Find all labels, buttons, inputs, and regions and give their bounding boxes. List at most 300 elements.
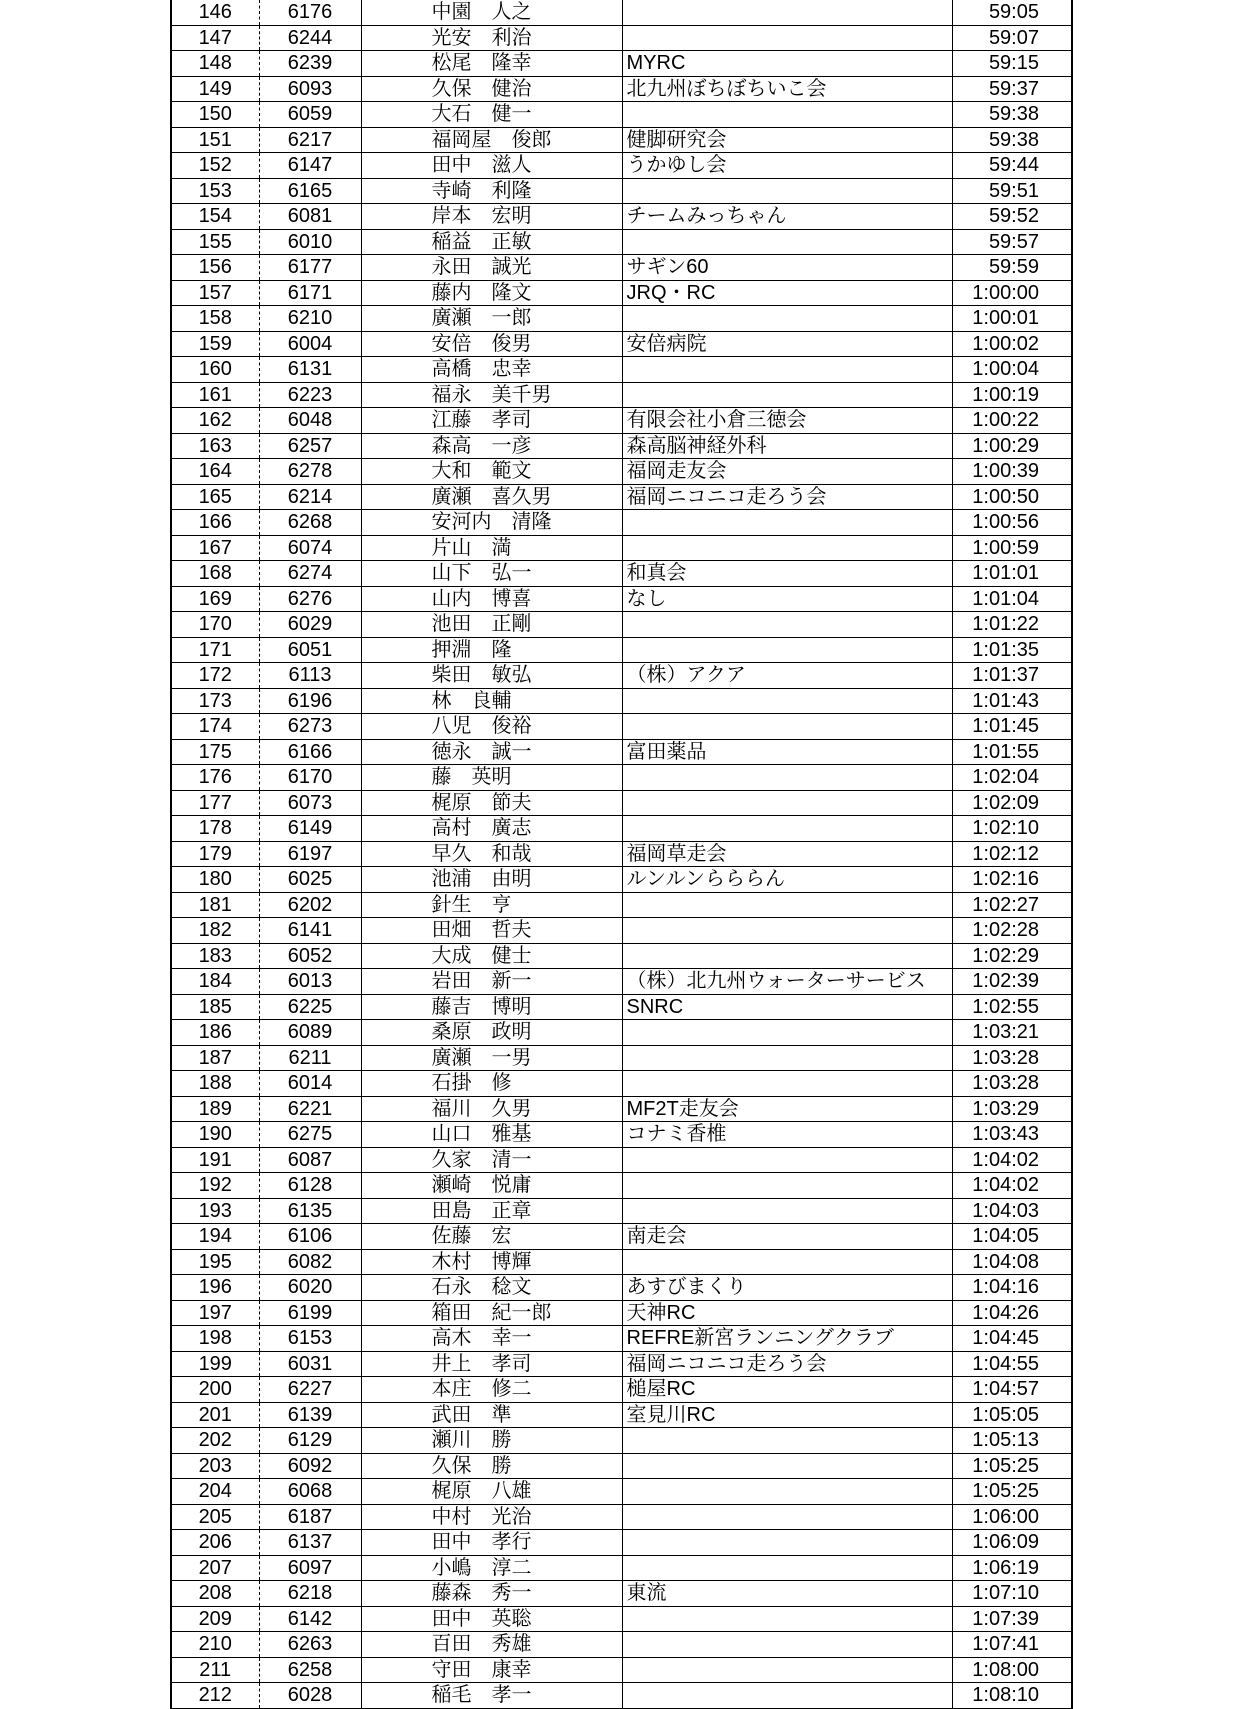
rank-cell: 166 (172, 510, 259, 536)
bib-cell: 6097 (259, 1555, 361, 1581)
finish-time-cell: 1:04:05 (952, 1224, 1071, 1250)
team-cell: サギン60 (622, 255, 952, 281)
table-row (172, 561, 1071, 587)
team-cell (622, 382, 952, 408)
rank-cell: 169 (172, 586, 259, 612)
runner-name-cell: 木村 博輝 (361, 1249, 622, 1275)
table-row (172, 408, 1071, 434)
table-row (172, 1632, 1071, 1658)
team-cell: MF2T走友会 (622, 1096, 952, 1122)
team-cell (622, 1173, 952, 1199)
finish-time-cell: 1:02:55 (952, 994, 1071, 1020)
runner-name-cell: 安倍 俊男 (361, 331, 622, 357)
finish-time-cell: 1:02:09 (952, 790, 1071, 816)
finish-time-cell: 1:01:04 (952, 586, 1071, 612)
rank-cell: 161 (172, 382, 259, 408)
rank-cell: 209 (172, 1606, 259, 1632)
finish-time-cell: 1:00:56 (952, 510, 1071, 536)
finish-time-cell: 1:01:22 (952, 612, 1071, 638)
runner-name-cell: 百田 秀雄 (361, 1632, 622, 1658)
rank-cell: 186 (172, 1020, 259, 1046)
bib-cell: 6051 (259, 637, 361, 663)
runner-name-cell: 石永 稔文 (361, 1275, 622, 1301)
runner-name-cell: 福永 美千男 (361, 382, 622, 408)
rank-cell: 204 (172, 1479, 259, 1505)
table-row (172, 0, 1071, 25)
bib-cell: 6031 (259, 1351, 361, 1377)
runner-name-cell: 田中 滋人 (361, 153, 622, 179)
team-cell: 室見川RC (622, 1402, 952, 1428)
bib-cell: 6029 (259, 612, 361, 638)
finish-time-cell: 1:04:16 (952, 1275, 1071, 1301)
rank-cell: 195 (172, 1249, 259, 1275)
bib-cell: 6013 (259, 969, 361, 995)
runner-name-cell: 池浦 由明 (361, 867, 622, 893)
table-row (172, 459, 1071, 485)
finish-time-cell: 1:04:26 (952, 1300, 1071, 1326)
team-cell (622, 892, 952, 918)
rank-cell: 179 (172, 841, 259, 867)
team-cell: あすびまくり (622, 1275, 952, 1301)
team-cell (622, 357, 952, 383)
runner-name-cell: 藤吉 博明 (361, 994, 622, 1020)
rank-cell: 154 (172, 204, 259, 230)
team-cell: JRQ・RC (622, 280, 952, 306)
results-table (172, 0, 1071, 1709)
bib-cell: 6129 (259, 1428, 361, 1454)
table-row (172, 510, 1071, 536)
runner-name-cell: 徳永 誠一 (361, 739, 622, 765)
finish-time-cell: 1:07:41 (952, 1632, 1071, 1658)
finish-time-cell: 1:05:05 (952, 1402, 1071, 1428)
finish-time-cell: 1:07:39 (952, 1606, 1071, 1632)
table-row (172, 1071, 1071, 1097)
table-row (172, 382, 1071, 408)
bib-cell: 6217 (259, 127, 361, 153)
team-cell: 東流 (622, 1581, 952, 1607)
table-row (172, 1173, 1071, 1199)
table-row (172, 918, 1071, 944)
runner-name-cell: 八児 俊裕 (361, 714, 622, 740)
team-cell (622, 178, 952, 204)
runner-name-cell: 藤森 秀一 (361, 1581, 622, 1607)
rank-cell: 189 (172, 1096, 259, 1122)
finish-time-cell: 1:02:28 (952, 918, 1071, 944)
rank-cell: 185 (172, 994, 259, 1020)
table-row (172, 943, 1071, 969)
bib-cell: 6025 (259, 867, 361, 893)
table-row (172, 1555, 1071, 1581)
bib-cell: 6268 (259, 510, 361, 536)
bib-cell: 6004 (259, 331, 361, 357)
team-cell (622, 943, 952, 969)
rank-cell: 202 (172, 1428, 259, 1454)
bib-cell: 6211 (259, 1045, 361, 1071)
team-cell (622, 1453, 952, 1479)
runner-name-cell: 森高 一彦 (361, 433, 622, 459)
bib-cell: 6128 (259, 1173, 361, 1199)
table-row (172, 586, 1071, 612)
rank-cell: 183 (172, 943, 259, 969)
table-row (172, 178, 1071, 204)
runner-name-cell: 岸本 宏明 (361, 204, 622, 230)
team-cell: MYRC (622, 51, 952, 77)
bib-cell: 6020 (259, 1275, 361, 1301)
table-row (172, 204, 1071, 230)
table-row (172, 484, 1071, 510)
bib-cell: 6257 (259, 433, 361, 459)
bib-cell: 6131 (259, 357, 361, 383)
rank-cell: 159 (172, 331, 259, 357)
rank-cell: 155 (172, 229, 259, 255)
team-cell (622, 1198, 952, 1224)
finish-time-cell: 1:00:50 (952, 484, 1071, 510)
table-row (172, 1453, 1071, 1479)
bib-cell: 6196 (259, 688, 361, 714)
finish-time-cell: 1:04:02 (952, 1173, 1071, 1199)
table-row (172, 1377, 1071, 1403)
table-row (172, 1275, 1071, 1301)
runner-name-cell: 山下 弘一 (361, 561, 622, 587)
bib-cell: 6093 (259, 76, 361, 102)
rank-cell: 211 (172, 1657, 259, 1683)
runner-name-cell: 柴田 敏弘 (361, 663, 622, 689)
bib-cell: 6149 (259, 816, 361, 842)
rank-cell: 193 (172, 1198, 259, 1224)
finish-time-cell: 1:02:04 (952, 765, 1071, 791)
rank-cell: 192 (172, 1173, 259, 1199)
bib-cell: 6014 (259, 1071, 361, 1097)
team-cell (622, 688, 952, 714)
table-row (172, 229, 1071, 255)
rank-cell: 151 (172, 127, 259, 153)
team-cell (622, 1147, 952, 1173)
finish-time-cell: 59:44 (952, 153, 1071, 179)
finish-time-cell: 1:00:01 (952, 306, 1071, 332)
bib-cell: 6258 (259, 1657, 361, 1683)
rank-cell: 191 (172, 1147, 259, 1173)
table-row (172, 1351, 1071, 1377)
rank-cell: 170 (172, 612, 259, 638)
rank-cell: 194 (172, 1224, 259, 1250)
results-sheet (170, 0, 1073, 1709)
table-row (172, 280, 1071, 306)
table-row (172, 867, 1071, 893)
bib-cell: 6052 (259, 943, 361, 969)
runner-name-cell: 松尾 隆幸 (361, 51, 622, 77)
bib-cell: 6139 (259, 1402, 361, 1428)
team-cell (622, 1555, 952, 1581)
table-row (172, 433, 1071, 459)
finish-time-cell: 1:01:55 (952, 739, 1071, 765)
runner-name-cell: 武田 準 (361, 1402, 622, 1428)
finish-time-cell: 1:00:02 (952, 331, 1071, 357)
runner-name-cell: 梶原 節夫 (361, 790, 622, 816)
table-row (172, 1657, 1071, 1683)
team-cell: なし (622, 586, 952, 612)
finish-time-cell: 59:05 (952, 0, 1071, 25)
bib-cell: 6223 (259, 382, 361, 408)
finish-time-cell: 1:00:00 (952, 280, 1071, 306)
rank-cell: 199 (172, 1351, 259, 1377)
team-cell (622, 790, 952, 816)
bib-cell: 6221 (259, 1096, 361, 1122)
finish-time-cell: 1:02:27 (952, 892, 1071, 918)
rank-cell: 176 (172, 765, 259, 791)
finish-time-cell: 1:02:12 (952, 841, 1071, 867)
bib-cell: 6135 (259, 1198, 361, 1224)
finish-time-cell: 1:04:08 (952, 1249, 1071, 1275)
table-row (172, 892, 1071, 918)
table-row (172, 969, 1071, 995)
table-row (172, 1122, 1071, 1148)
finish-time-cell: 1:02:39 (952, 969, 1071, 995)
rank-cell: 181 (172, 892, 259, 918)
bib-cell: 6010 (259, 229, 361, 255)
finish-time-cell: 59:15 (952, 51, 1071, 77)
bib-cell: 6081 (259, 204, 361, 230)
team-cell (622, 0, 952, 25)
team-cell (622, 1071, 952, 1097)
runner-name-cell: 廣瀬 一男 (361, 1045, 622, 1071)
team-cell: うかゆし会 (622, 153, 952, 179)
team-cell: SNRC (622, 994, 952, 1020)
rank-cell: 157 (172, 280, 259, 306)
runner-name-cell: 江藤 孝司 (361, 408, 622, 434)
bib-cell: 6074 (259, 535, 361, 561)
rank-cell: 148 (172, 51, 259, 77)
rank-cell: 196 (172, 1275, 259, 1301)
runner-name-cell: 廣瀬 一郎 (361, 306, 622, 332)
bib-cell: 6068 (259, 1479, 361, 1505)
finish-time-cell: 59:38 (952, 102, 1071, 128)
bib-cell: 6137 (259, 1530, 361, 1556)
bib-cell: 6274 (259, 561, 361, 587)
bib-cell: 6092 (259, 1453, 361, 1479)
table-row (172, 714, 1071, 740)
table-row (172, 76, 1071, 102)
table-row (172, 1147, 1071, 1173)
finish-time-cell: 59:07 (952, 25, 1071, 51)
rank-cell: 190 (172, 1122, 259, 1148)
finish-time-cell: 1:04:03 (952, 1198, 1071, 1224)
rank-cell: 162 (172, 408, 259, 434)
team-cell (622, 637, 952, 663)
runner-name-cell: 藤内 隆文 (361, 280, 622, 306)
finish-time-cell: 1:03:21 (952, 1020, 1071, 1046)
finish-time-cell: 1:08:00 (952, 1657, 1071, 1683)
finish-time-cell: 1:06:19 (952, 1555, 1071, 1581)
runner-name-cell: 稲毛 孝一 (361, 1683, 622, 1709)
team-cell (622, 1504, 952, 1530)
rank-cell: 146 (172, 0, 259, 25)
runner-name-cell: 瀬崎 悦庸 (361, 1173, 622, 1199)
team-cell (622, 1530, 952, 1556)
table-row (172, 255, 1071, 281)
bib-cell: 6225 (259, 994, 361, 1020)
runner-name-cell: 中園 人之 (361, 0, 622, 25)
team-cell (622, 1020, 952, 1046)
bib-cell: 6218 (259, 1581, 361, 1607)
rank-cell: 203 (172, 1453, 259, 1479)
finish-time-cell: 1:01:35 (952, 637, 1071, 663)
team-cell: 福岡草走会 (622, 841, 952, 867)
table-row (172, 1479, 1071, 1505)
runner-name-cell: 寺崎 利隆 (361, 178, 622, 204)
bib-cell: 6199 (259, 1300, 361, 1326)
runner-name-cell: 石掛 修 (361, 1071, 622, 1097)
runner-name-cell: 高村 廣志 (361, 816, 622, 842)
table-row (172, 127, 1071, 153)
rank-cell: 187 (172, 1045, 259, 1071)
table-row (172, 663, 1071, 689)
bib-cell: 6113 (259, 663, 361, 689)
runner-name-cell: 光安 利治 (361, 25, 622, 51)
runner-name-cell: 押淵 隆 (361, 637, 622, 663)
bib-cell: 6187 (259, 1504, 361, 1530)
rank-cell: 147 (172, 25, 259, 51)
rank-cell: 188 (172, 1071, 259, 1097)
finish-time-cell: 59:57 (952, 229, 1071, 255)
finish-time-cell: 1:06:00 (952, 1504, 1071, 1530)
runner-name-cell: 大成 健士 (361, 943, 622, 969)
runner-name-cell: 井上 孝司 (361, 1351, 622, 1377)
table-row (172, 1020, 1071, 1046)
rank-cell: 198 (172, 1326, 259, 1352)
bib-cell: 6166 (259, 739, 361, 765)
finish-time-cell: 59:52 (952, 204, 1071, 230)
team-cell: 天神RC (622, 1300, 952, 1326)
finish-time-cell: 1:02:10 (952, 816, 1071, 842)
table-row (172, 1198, 1071, 1224)
finish-time-cell: 1:00:22 (952, 408, 1071, 434)
rank-cell: 160 (172, 357, 259, 383)
rank-cell: 158 (172, 306, 259, 332)
rank-cell: 180 (172, 867, 259, 893)
bib-cell: 6048 (259, 408, 361, 434)
rank-cell: 208 (172, 1581, 259, 1607)
rank-cell: 164 (172, 459, 259, 485)
bib-cell: 6278 (259, 459, 361, 485)
bib-cell: 6073 (259, 790, 361, 816)
finish-time-cell: 1:01:45 (952, 714, 1071, 740)
rank-cell: 152 (172, 153, 259, 179)
runner-name-cell: 高木 幸一 (361, 1326, 622, 1352)
bib-cell: 6176 (259, 0, 361, 25)
runner-name-cell: 廣瀬 喜久男 (361, 484, 622, 510)
table-row (172, 25, 1071, 51)
team-cell: 福岡ニコニコ走ろう会 (622, 484, 952, 510)
table-row (172, 637, 1071, 663)
runner-name-cell: 守田 康幸 (361, 1657, 622, 1683)
team-cell (622, 1045, 952, 1071)
runner-name-cell: 藤 英明 (361, 765, 622, 791)
runner-name-cell: 高橋 忠幸 (361, 357, 622, 383)
bib-cell: 6276 (259, 586, 361, 612)
rank-cell: 150 (172, 102, 259, 128)
table-row (172, 51, 1071, 77)
rank-cell: 197 (172, 1300, 259, 1326)
finish-time-cell: 1:01:43 (952, 688, 1071, 714)
results-body (172, 0, 1071, 1708)
runner-name-cell: 久保 健治 (361, 76, 622, 102)
rank-cell: 153 (172, 178, 259, 204)
bib-cell: 6106 (259, 1224, 361, 1250)
table-row (172, 1581, 1071, 1607)
table-row (172, 1683, 1071, 1709)
team-cell (622, 816, 952, 842)
table-row (172, 1504, 1071, 1530)
team-cell: 福岡走友会 (622, 459, 952, 485)
runner-name-cell: 林 良輔 (361, 688, 622, 714)
runner-name-cell: 田中 英聡 (361, 1606, 622, 1632)
team-cell (622, 229, 952, 255)
team-cell (622, 612, 952, 638)
finish-time-cell: 59:38 (952, 127, 1071, 153)
rank-cell: 167 (172, 535, 259, 561)
table-row (172, 790, 1071, 816)
runner-name-cell: 山内 博喜 (361, 586, 622, 612)
team-cell: ルンルンらららん (622, 867, 952, 893)
runner-name-cell: 田島 正章 (361, 1198, 622, 1224)
finish-time-cell: 1:03:28 (952, 1045, 1071, 1071)
rank-cell: 172 (172, 663, 259, 689)
table-row (172, 1606, 1071, 1632)
team-cell (622, 1657, 952, 1683)
runner-name-cell: 福岡屋 俊郎 (361, 127, 622, 153)
bib-cell: 6089 (259, 1020, 361, 1046)
finish-time-cell: 1:05:13 (952, 1428, 1071, 1454)
table-row (172, 1249, 1071, 1275)
table-row (172, 1428, 1071, 1454)
bib-cell: 6273 (259, 714, 361, 740)
bib-cell: 6147 (259, 153, 361, 179)
finish-time-cell: 1:05:25 (952, 1479, 1071, 1505)
finish-time-cell: 1:03:28 (952, 1071, 1071, 1097)
rank-cell: 156 (172, 255, 259, 281)
table-row (172, 153, 1071, 179)
runner-name-cell: 小嶋 淳二 (361, 1555, 622, 1581)
finish-time-cell: 1:05:25 (952, 1453, 1071, 1479)
runner-name-cell: 福川 久男 (361, 1096, 622, 1122)
bib-cell: 6170 (259, 765, 361, 791)
table-row (172, 306, 1071, 332)
runner-name-cell: 早久 和哉 (361, 841, 622, 867)
table-row (172, 816, 1071, 842)
rank-cell: 173 (172, 688, 259, 714)
team-cell: コナミ香椎 (622, 1122, 952, 1148)
table-row (172, 1530, 1071, 1556)
rank-cell: 201 (172, 1402, 259, 1428)
finish-time-cell: 1:00:04 (952, 357, 1071, 383)
table-row (172, 357, 1071, 383)
bib-cell: 6239 (259, 51, 361, 77)
runner-name-cell: 田中 孝行 (361, 1530, 622, 1556)
rank-cell: 205 (172, 1504, 259, 1530)
finish-time-cell: 1:06:09 (952, 1530, 1071, 1556)
bib-cell: 6171 (259, 280, 361, 306)
team-cell (622, 1249, 952, 1275)
finish-time-cell: 1:02:16 (952, 867, 1071, 893)
bib-cell: 6210 (259, 306, 361, 332)
runner-name-cell: 瀬川 勝 (361, 1428, 622, 1454)
finish-time-cell: 1:00:59 (952, 535, 1071, 561)
bib-cell: 6082 (259, 1249, 361, 1275)
bib-cell: 6275 (259, 1122, 361, 1148)
team-cell (622, 1428, 952, 1454)
bib-cell: 6059 (259, 102, 361, 128)
runner-name-cell: 片山 満 (361, 535, 622, 561)
